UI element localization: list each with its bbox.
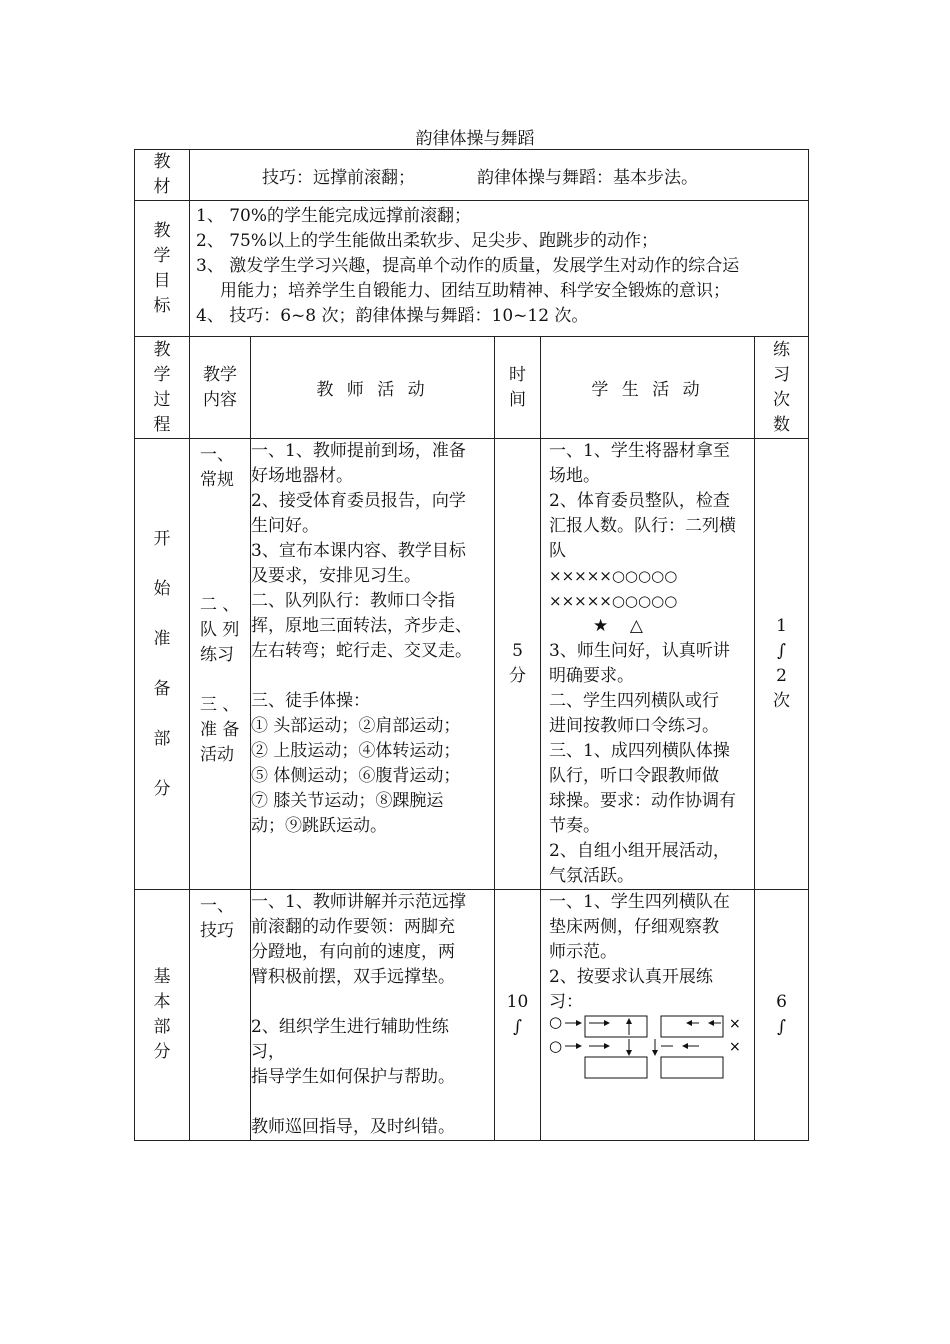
material-content-b: 韵律体操与舞蹈：基本步法。 [477,167,698,188]
material-row [135,150,809,201]
section-basic-student: 一、1、学生四列横队在 垫床两侧，仔细观察教 师示范。 2、按要求认真开展练 习： ○ ○ × × [541,890,755,1141]
section-start-label: 开 始 准 备 部 分 [135,439,190,890]
practice-diagram [549,1015,749,1079]
section-basic-row [135,890,809,1141]
header-process: 教 学 过 程 [135,337,190,439]
section-start-count: 1 ∫ 2 次 [755,439,809,890]
material-content-a: 技巧：远撑前滚翻； [262,167,415,188]
header-time: 时 间 [495,337,541,439]
formation-line: ×××××○○○○○ [549,567,678,585]
goals-content [190,201,809,337]
mat-rect [585,1016,647,1037]
section-basic-label: 基 本 部 分 [135,890,190,1141]
goals-label: 教 学 目 标 [135,201,190,337]
mat-rect [661,1016,723,1037]
goal-line: 用能力；培养学生自锻能力、团结互助精神、科学安全锻炼的意识； [220,281,730,301]
header-content: 教学 内容 [190,337,251,439]
header-teacher: 教 师 活 动 [251,337,495,439]
section-basic-count: 6 ∫ [755,890,809,1141]
section-basic-content: 一、 技巧 [190,890,251,1141]
section-start-content [190,439,251,890]
goal-line: 2、 75%以上的学生能做出柔软步、足尖步、跑跳步的动作； [196,231,659,251]
mat-rect [585,1057,647,1078]
teacher-position-marks: ★ △ [593,616,643,636]
mat-rect [661,1057,723,1078]
section-basic-time: 10 ∫ [495,890,541,1141]
section-start-time: 5 分 [495,439,541,890]
content-group-routine: 一、 常规 [200,445,234,490]
header-student: 学 生 活 动 [541,337,755,439]
formation-line: ×××××○○○○○ [549,592,678,610]
section-start-row [135,439,809,890]
goals-row [135,201,809,337]
section-start-teacher: 一、1、教师提前到场，准备 好场地器材。 2、接受体育委员报告，向学 生问好。 3、宣布本课内容、教学目标 及要求，安排见习生。 二、队列队行：教师口令指 挥，原地三面转法，齐步走、 左右转弯；蛇行走、交叉走。 三、徒手体操： ① 头部运动；②肩部运动； ② 上肢运动；④体转运动； ⑤ 体侧运动；⑥腹背运动； ⑦ 膝关节运动；⑧踝腕运 动；⑨跳跃运动。 [251,439,495,890]
header-count: 练 习 次 数 [755,337,809,439]
material-label: 教 材 [135,150,190,201]
goal-line: 1、 70%的学生能完成远撑前滚翻； [196,206,472,226]
lesson-plan-table [134,149,809,1141]
student-circle-mark: ○ [549,1037,563,1055]
section-start-student: 一、1、学生将器材拿至 场地。 2、体育委员整队，检查 汇报人数。队行：二列横 队 ×××××○○○○○ ×××××○○○○○ ★ △ 3、师生问好，认真听讲 明确要求。 二、学生四列横队或行 进间按教师口令练习。 三、1、成四列横队体操 队行，听口令跟教师做 球操。要求：动作协调有 节奏。 2、自组小组开展活动， 气氛活跃。 [541,439,755,890]
material-content [190,150,809,201]
header-row [135,337,809,439]
goal-line: 3、 激发学生学习兴趣，提高单个动作的质量，发展学生对动作的综合运 [196,256,740,276]
content-group-formation: 二 、 队 列 练习 [200,595,240,665]
goal-line: 4、 技巧：6~8 次；韵律体操与舞蹈：10~12 次。 [196,306,589,326]
section-basic-teacher: 一、1、教师讲解并示范远撑 前滚翻的动作要领：两脚充 分蹬地，有向前的速度，两 臂积极前摆，双手远撑垫。 2、组织学生进行辅助性练 习， 指导学生如何保护与帮助。 教师巡回指导，及时纠错。 [251,890,495,1141]
student-circle-mark: ○ [549,1015,563,1031]
content-group-warmup: 三 、 准 备 活动 [200,695,240,765]
page-title: 韵律体操与舞蹈 [415,129,535,149]
student-cross-mark: × [729,1016,741,1032]
student-cross-mark: × [729,1039,741,1055]
